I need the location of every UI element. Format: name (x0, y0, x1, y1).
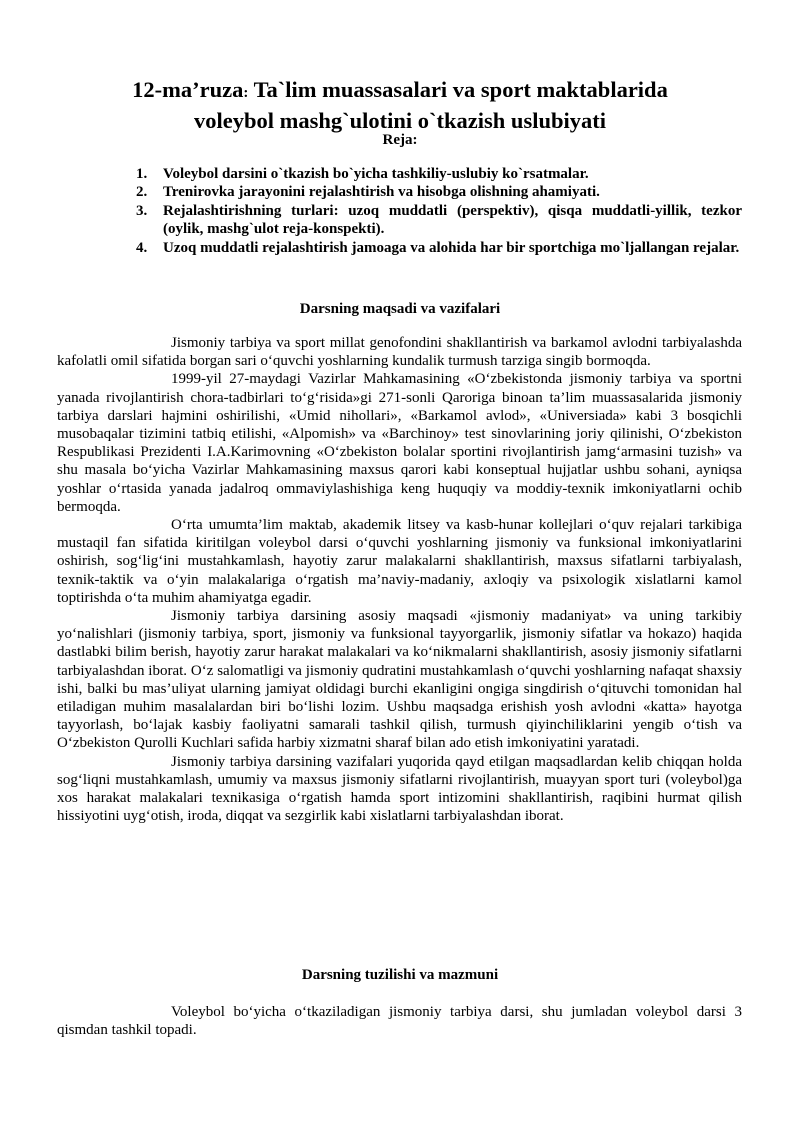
plan-item-text: Voleybol darsini o`tkazish bo`yicha tashkiliy-uslubiy ko`rsatmalar. (163, 166, 589, 182)
section-body-structure (57, 1003, 742, 1039)
plan-item (136, 183, 742, 201)
lecture-title (100, 76, 700, 134)
plan-item-text: Trenirovka jarayonini rejalashtirish va hisobga olishning ahamiyati. (163, 184, 600, 201)
plan-item (136, 165, 742, 183)
plan-item-number: 2. (136, 184, 148, 201)
plan-item (136, 239, 742, 257)
section-body-goals (57, 334, 742, 825)
plan-item-text: Rejalashtirishning turlari: uzoq muddatli (perspektiv), qisqa muddatli-yillik, tezkor (oylik, mashg`ulot reja-konspekti). (163, 202, 742, 238)
plan-item-number: 3. (136, 202, 148, 219)
paragraph: O‘rta umumta’lim maktab, akademik litsey va kasb-hunar kollejlari o‘quv rejalari tarkibiga mustaqil fan sifatida kiritilgan voleybol darsi o‘quvchi yoshlarning jismoniy va funksional imkoniyatlarini oshirish, sog‘lig‘ini mustahkamlash, hayotiy zarur malakalarni shakllantirish, maxsus sifatlarni tarbiyalash, texnik-taktik va o‘yin malakalariga o‘rgatish ma’naviy-madaniy, axloqiy va psixologik xislatlarni kamol toptirishda o‘ta muhim ahamiyatga egadir. (57, 517, 742, 606)
plan-item-number: 4. (136, 239, 148, 256)
paragraph: Jismoniy tarbiya darsining asosiy maqsadi «jismoniy madaniyat» va uning tarkibiy yo‘nalishlari (jismoniy tarbiya, sport, jismoniy va funksional tayyorgarlik, jismoniy sifatlar va hokazo) haqida dastlabki bilim berish, hayotiy zarur harakat malakalari va ko‘nikmalarni shakllantirish, asosiy jismoniy sifatlarni tarbiyalashdan iborat. O‘z salomatligi va jismoniy qudratini mustahkamlash o‘quvchi yoshlarning nafaqat shaxsiy ishi, balki bu mas’uliyat ularning jamiyat oldidagi burchi ekanligini ongiga singdirish o‘qituvchi tomonidan hal etiladigan muhim masalalardan biri bo‘lishi lozim. Ushbu maqsadga erishish yosh avlodni «katta» hayotga tayyorlash, bo‘lajak kasbiy faoliyatni samarali tashkil qilish, turmush qiyinchiliklarini yengib o‘tish va O‘zbekiston Qurolli Kuchlari safida harbiy xizmatni sharaf bilan ado etish imkoniyatini yaratadi. (57, 608, 742, 752)
paragraph: Jismoniy tarbiya darsining vazifalari yuqorida qayd etilgan maqsadlardan kelib chiqqan holda sog‘liqni mustahkamlash, umumiy va maxsus jismoniy sifatlarni rivojlantirish, muayyan sport turi (voleybol)ga xos harakat malakalari texnikasiga o‘rgatish hamda sport intizomini shakllantirish, raqibini hurmat qilish hissiyotini uyg‘otish, iroda, diqqat va sezgirlik kabi xislatlarni tarbiyalashdan iborat. (57, 753, 742, 825)
paragraph: Jismoniy tarbiya va sport millat genofondini shakllantirish va barkamol avlodni tarbiyalashda kafolatli omil sifatida borgan sari o‘quvchi yoshlarning kundalik turmush tarziga singib bormoqda. (57, 335, 742, 370)
lecture-number: 12-ma’ruza (132, 77, 244, 102)
paragraph: Voleybol bo‘yicha o‘tkaziladigan jismoniy tarbiya darsi, shu jumladan voleybol darsi 3 qismdan tashkil topadi. (57, 1004, 742, 1039)
title-colon: : (243, 85, 249, 101)
plan-heading: Reja: (382, 132, 418, 148)
plan-item-text: Uzoq muddatli rejalashtirish jamoaga va alohida har bir sportchiga mo`ljallangan rejalar. (163, 239, 740, 256)
section-heading-goals: Darsning maqsadi va vazifalari (299, 301, 501, 317)
plan-item-number: 1. (136, 166, 148, 182)
paragraph: 1999-yil 27-maydagi Vazirlar Mahkamasining «O‘zbekistonda jismoniy tarbiya va sportni yanada rivojlantirish chora-tadbirlari to‘g‘risida»gi 271-sonli Qaroriga binoan ta’lim muassasalarida jismoniy tarbiya darslari hajmini oshirilishi, «Umid nihollari», «Barkamol avlod», «Universiada» kabi 3 bosqichli musobaqalar tizimini tatbiq etilishi, «Alpomish» va «Barchinoy» test sinovlarining joriy qilinishi, O‘zbekiston Respublikasi Prezidenti I.A.Karimovning «O‘zbekiston bolalar sportini rivojlantirish jamg‘armasini tuzish» va shu masala bo‘yicha Vazirlar Mahkamasining maxsus qarori kabi konseptual hujjatlar ushbu sohani, ayniqsa yoshlar o‘rtasida yanada jadalroq ommaviylashishiga keng huquqiy va moddiy-texnik imkoniyatlarni ochib bermoqda. (57, 371, 742, 515)
plan-list (136, 165, 742, 257)
lecture-title-text: Ta`lim muassasalari va sport maktablarida voleybol mashg`ulotini o`tkazish uslubiyati (194, 77, 668, 133)
section-heading-structure: Darsning tuzilishi va mazmuni (301, 967, 499, 983)
plan-item (136, 202, 742, 239)
